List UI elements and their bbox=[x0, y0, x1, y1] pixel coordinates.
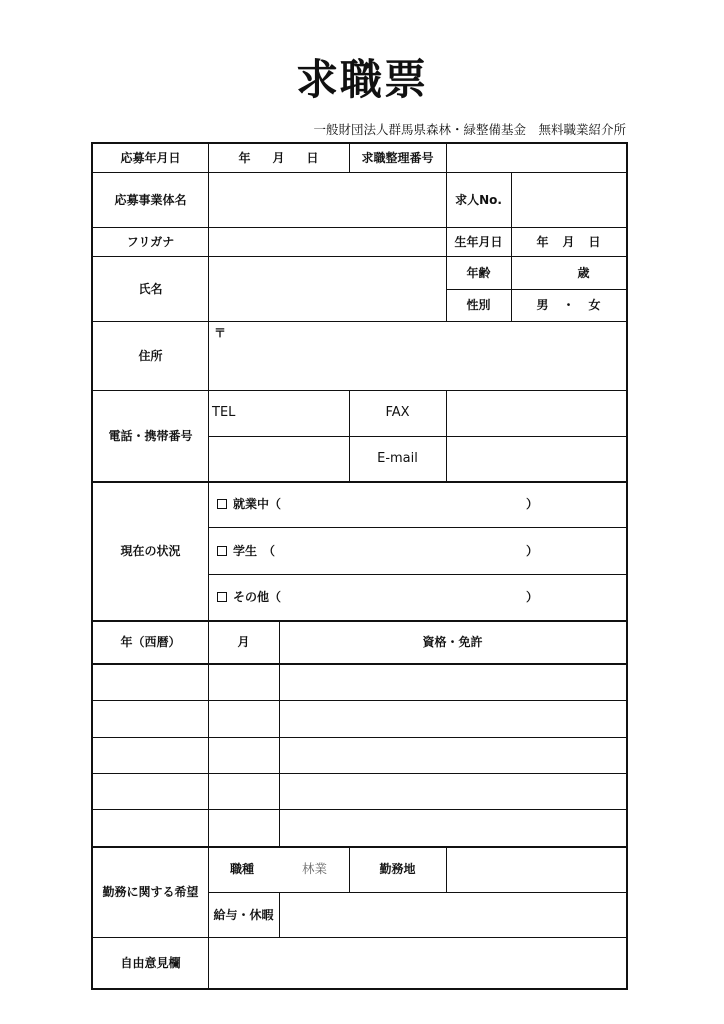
birth-day: 日 bbox=[588, 234, 601, 249]
email-field[interactable] bbox=[446, 436, 626, 481]
work-location-field[interactable] bbox=[446, 846, 626, 892]
age-unit: 歳 bbox=[577, 265, 590, 280]
status-option-employed-close: ） bbox=[526, 497, 539, 511]
qualification-year-header: 年（西暦） bbox=[120, 634, 181, 649]
current-status-label: 現在の状況 bbox=[120, 543, 181, 558]
name-label: 氏名 bbox=[138, 281, 163, 296]
page-title: 求職票 bbox=[295, 55, 428, 104]
job-no-label: 求人No. bbox=[455, 192, 502, 207]
address-label: 住所 bbox=[138, 348, 163, 363]
application-date-day: 日 bbox=[306, 151, 319, 165]
job-no-field[interactable] bbox=[511, 172, 626, 227]
qualification-year-cell[interactable] bbox=[93, 700, 208, 737]
work-preferences-label: 勤務に関する希望 bbox=[102, 884, 199, 899]
application-date-month: 月 bbox=[272, 151, 285, 165]
free-opinion-label: 自由意見欄 bbox=[120, 955, 181, 970]
qualification-license-cell[interactable] bbox=[279, 663, 626, 700]
qualification-month-cell[interactable] bbox=[208, 737, 279, 773]
qualification-license-cell[interactable] bbox=[279, 700, 626, 737]
qualification-month-header: 月 bbox=[237, 634, 250, 649]
application-date-label: 応募年月日 bbox=[120, 151, 181, 165]
age-label: 年齢 bbox=[466, 265, 491, 280]
checkbox-icon[interactable] bbox=[217, 592, 227, 602]
qualification-year-cell[interactable] bbox=[93, 737, 208, 773]
qualification-month-cell[interactable] bbox=[208, 700, 279, 737]
address-field[interactable] bbox=[208, 321, 626, 390]
mobile-field[interactable] bbox=[208, 436, 349, 481]
qualification-license-header: 資格・免許 bbox=[422, 634, 483, 649]
name-field[interactable] bbox=[208, 256, 446, 321]
qualification-license-cell[interactable] bbox=[279, 737, 626, 773]
phone-label: 電話・携帯番号 bbox=[108, 428, 193, 443]
application-date-year: 年 bbox=[238, 151, 251, 165]
status-option-student-close: ） bbox=[526, 544, 539, 558]
status-option-student[interactable]: 学生 （ bbox=[208, 527, 626, 574]
organization-name: 一般財団法人群馬県森林・緑整備基金 無料職業紹介所 bbox=[313, 122, 626, 137]
birth-date-field[interactable] bbox=[511, 227, 626, 256]
status-option-other[interactable]: その他（ bbox=[208, 574, 626, 620]
checkbox-icon[interactable] bbox=[217, 546, 227, 556]
status-option-other-close: ） bbox=[526, 590, 539, 604]
gender-field[interactable] bbox=[511, 289, 626, 321]
fax-field[interactable] bbox=[446, 390, 626, 436]
job-application-form bbox=[91, 142, 628, 990]
qualification-month-cell[interactable] bbox=[208, 809, 279, 846]
application-date-field[interactable] bbox=[208, 144, 349, 172]
email-label: E-mail bbox=[377, 450, 418, 466]
qualification-year-cell[interactable] bbox=[93, 809, 208, 846]
qualification-license-cell[interactable] bbox=[279, 809, 626, 846]
gender-male[interactable]: 男 bbox=[536, 298, 549, 312]
job-number-label: 求職整理番号 bbox=[361, 151, 434, 165]
birth-date-label: 生年月日 bbox=[454, 234, 503, 249]
work-location-label: 勤務地 bbox=[379, 862, 416, 876]
job-type-value[interactable]: 林業 bbox=[301, 861, 327, 876]
birth-month: 月 bbox=[562, 234, 575, 249]
salary-holidays-label: 給与・休暇 bbox=[213, 907, 274, 922]
company-field[interactable] bbox=[208, 172, 446, 227]
gender-separator: ・ bbox=[562, 298, 575, 312]
tel-field[interactable]: TEL bbox=[212, 405, 236, 420]
qualification-year-cell[interactable] bbox=[93, 663, 208, 700]
qualification-year-cell[interactable] bbox=[93, 773, 208, 809]
job-number-field[interactable] bbox=[446, 144, 626, 172]
furigana-label: フリガナ bbox=[126, 234, 175, 249]
free-opinion-field[interactable] bbox=[208, 937, 626, 988]
birth-year: 年 bbox=[536, 234, 549, 249]
furigana-field[interactable] bbox=[208, 227, 446, 256]
fax-label: FAX bbox=[385, 405, 410, 420]
company-label: 応募事業体名 bbox=[114, 192, 187, 207]
salary-holidays-field[interactable] bbox=[279, 892, 626, 937]
status-option-employed[interactable]: 就業中（ bbox=[208, 481, 626, 527]
postal-mark: 〒 bbox=[214, 326, 227, 340]
gender-label: 性別 bbox=[466, 298, 491, 312]
qualification-license-cell[interactable] bbox=[279, 773, 626, 809]
checkbox-icon[interactable] bbox=[217, 499, 227, 509]
age-field[interactable] bbox=[511, 256, 626, 289]
qualification-month-cell[interactable] bbox=[208, 663, 279, 700]
qualification-month-cell[interactable] bbox=[208, 773, 279, 809]
job-type-label: 職種 bbox=[230, 862, 255, 876]
gender-female[interactable]: 女 bbox=[588, 298, 601, 312]
